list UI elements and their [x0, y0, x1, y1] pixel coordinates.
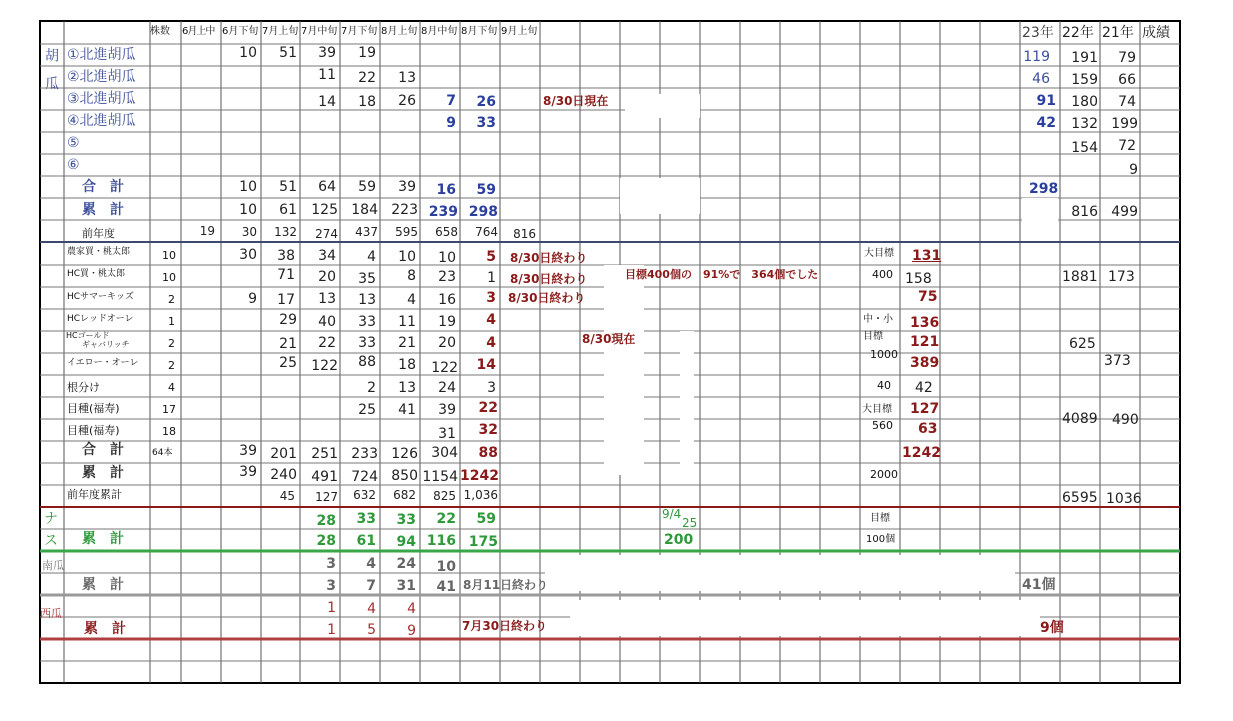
cucumber-row-4-v1: 9 — [446, 115, 456, 131]
cucumber-prev-9: 816 — [513, 227, 536, 241]
tomato-goal-42: 42 — [915, 380, 933, 396]
cucumber-row-4-v2: 33 — [476, 115, 496, 131]
tomato-total-3: 251 — [311, 446, 338, 462]
cucumber-row-1-v3: 39 — [318, 45, 336, 61]
cucumber-row-3-v5: 26 — [476, 94, 496, 110]
tomato-cum-5: 850 — [391, 468, 418, 484]
tomato-cum-1: 39 — [239, 464, 257, 480]
watermelon-cum-label: 累 計 — [84, 621, 126, 637]
whiteout-areas — [545, 94, 1058, 636]
cucumber-prev-7: 658 — [435, 225, 458, 239]
tomato-row-7-v2: 13 — [398, 380, 416, 396]
tomato-goal-big2-val: 560 — [872, 419, 893, 432]
tomato-row-3-name: HCサマーキッズ — [67, 292, 134, 302]
eggplant-v3: 33 — [396, 512, 416, 528]
watermelon-cum-1: 1 — [327, 622, 336, 638]
tomato-goal-mid-val: 1000 — [870, 348, 898, 361]
pumpkin-note: 8月11日終わり — [463, 578, 549, 592]
tomato-row-3-v7: 3 — [486, 290, 496, 306]
cucumber-row-2-y21: 66 — [1118, 72, 1136, 88]
tomato-y21-c: 490 — [1112, 412, 1139, 428]
tomato-row-3-v5: 4 — [407, 292, 416, 308]
tomato-row-6-v5: 122 — [431, 360, 458, 376]
tomato-row-2-name: HC買・桃太郎 — [67, 269, 126, 279]
cucumber-row-1-y21: 79 — [1118, 50, 1136, 66]
header-y21: 21年 — [1102, 25, 1134, 41]
tomato-row-8-v3: 39 — [438, 402, 456, 418]
tomato-prev-4: 682 — [393, 488, 416, 502]
cucumber-row-5-y22: 154 — [1071, 140, 1098, 156]
pumpkin-v3: 24 — [396, 556, 416, 572]
eggplant-date-val: 25 — [682, 516, 698, 530]
cucumber-row-4-y21: 199 — [1111, 116, 1138, 132]
eggplant-v5: 59 — [476, 511, 496, 527]
tomato-goal-big-res1: 131 — [912, 248, 942, 264]
cucumber-row-3-v1: 14 — [318, 94, 336, 110]
cucumber-total-7: 59 — [476, 182, 496, 198]
cucumber-row-3-y21: 74 — [1118, 94, 1136, 110]
header-period-1: 6月上中 — [182, 26, 215, 37]
cucumber-row-4-name: ④北進胡瓜 — [67, 113, 136, 129]
tomato-row-9-name: 目種(福寿) — [67, 424, 120, 437]
pumpkin-cum-2: 7 — [366, 578, 376, 594]
pumpkin-cum-1: 3 — [326, 578, 336, 594]
tomato-y22-c: 4089 — [1062, 411, 1098, 427]
tomato-row-5-stock: 2 — [168, 337, 175, 350]
cucumber-cum-7: 298 — [468, 204, 498, 220]
tomato-row-4-stock: 1 — [168, 315, 175, 328]
tomato-row-8-stock: 17 — [162, 403, 176, 416]
header-period-3: 7月上旬 — [262, 26, 299, 37]
header-period-7: 8月中旬 — [421, 26, 458, 37]
eggplant-cum-2: 61 — [356, 533, 376, 549]
header-period-5: 7月下旬 — [341, 26, 378, 37]
eggplant-cum-5: 175 — [468, 534, 498, 550]
tomato-y21-a: 173 — [1108, 269, 1135, 285]
tomato-goal-mid-label2: 目標 — [863, 331, 883, 342]
tomato-row-1-name: 農家買・桃太郎 — [67, 247, 131, 257]
tomato-total-6: 304 — [431, 445, 458, 461]
eggplant-cum-4: 116 — [426, 533, 456, 549]
tomato-row-5-name-2: ギャバリッチ — [82, 340, 130, 349]
tomato-row-3-v4: 13 — [358, 292, 376, 308]
tomato-row-1-v5: 10 — [398, 249, 416, 265]
tomato-row-7-v4: 3 — [487, 380, 496, 396]
watermelon-v3: 4 — [407, 601, 416, 617]
eggplant-cum-label: 累 計 — [82, 531, 124, 547]
pumpkin-v2: 4 — [366, 556, 376, 572]
cucumber-total-6: 16 — [436, 182, 456, 198]
tomato-row-5-v2: 22 — [318, 335, 336, 351]
tomato-goal-big-res3: 75 — [918, 289, 938, 305]
tomato-row-2-v2: 20 — [318, 269, 336, 285]
cucumber-prev-8: 764 — [475, 225, 498, 239]
tomato-total-stock: 64本 — [152, 448, 173, 458]
tomato-row-9-v2: 32 — [478, 422, 498, 438]
tomato-goal-big2-res1: 127 — [910, 401, 940, 417]
tomato-total-label: 合 計 — [82, 442, 124, 458]
tomato-row-4-v3: 33 — [358, 314, 376, 330]
eggplant-v2: 33 — [356, 511, 376, 527]
tomato-cum-7: 1242 — [460, 468, 499, 484]
eggplant-v1: 28 — [316, 513, 336, 529]
tomato-goal-big2-res2: 63 — [918, 421, 938, 437]
tomato-row-2-v5: 23 — [438, 269, 456, 285]
tomato-row-2-v1: 71 — [277, 267, 295, 283]
cucumber-prev-2: 30 — [241, 225, 257, 239]
tomato-goal-big-val: 400 — [872, 268, 893, 281]
tomato-row-7-v1: 2 — [367, 380, 376, 396]
tomato-row-7-name: 根分け — [67, 381, 100, 394]
cucumber-row-3-v2: 18 — [358, 94, 376, 110]
tomato-row-8-name: 目種(福寿) — [67, 402, 120, 415]
tomato-row-6-v6: 14 — [476, 357, 496, 373]
tomato-row-8-v1: 25 — [358, 402, 376, 418]
tomato-goal-big-label: 大目標 — [864, 248, 894, 259]
tomato-row-6-v4: 18 — [398, 357, 416, 373]
tomato-row-4-v2: 40 — [318, 314, 336, 330]
header-stock: 株数 — [150, 26, 170, 37]
cucumber-row-1-y23: 119 — [1023, 49, 1050, 65]
pumpkin-total: 41個 — [1022, 577, 1056, 593]
tomato-row-8-v2: 41 — [398, 402, 416, 418]
tomato-row-4-v1: 29 — [279, 312, 297, 328]
tomato-total-7: 88 — [478, 445, 498, 461]
cucumber-row-4-y22: 132 — [1071, 116, 1098, 132]
header-period-4: 7月中旬 — [301, 26, 338, 37]
tomato-row-6-v1: 25 — [279, 355, 297, 371]
tomato-cum-4: 724 — [351, 469, 378, 485]
tomato-row-5-v6: 4 — [486, 335, 496, 351]
tomato-cum-2: 240 — [270, 467, 297, 483]
cucumber-cum-label: 累 計 — [82, 202, 124, 218]
tomato-y21-d: 1036 — [1106, 491, 1142, 507]
tomato-y22-a: 1881 — [1062, 269, 1098, 285]
tomato-row-2-v3: 35 — [358, 271, 376, 287]
cucumber-row-3-v3: 26 — [398, 93, 416, 109]
tomato-row-7-v3: 24 — [438, 380, 456, 396]
tomato-prev-2: 127 — [315, 490, 338, 504]
tomato-goal-2000: 2000 — [870, 468, 898, 481]
eggplant-group-label-1: ナ — [44, 511, 58, 527]
tomato-row-2-note: 8/30日終わり — [510, 272, 588, 286]
watermelon-note: 7月30日終わり — [462, 619, 548, 633]
tomato-row-3-v2: 17 — [277, 292, 295, 308]
tomato-row-1-v3: 34 — [318, 248, 336, 264]
cucumber-total-5: 39 — [398, 179, 416, 195]
tomato-goal-mid-label1: 中・小 — [863, 314, 893, 325]
tomato-note-current: 8/30現在 — [582, 332, 636, 346]
pumpkin-cum-4: 41 — [436, 579, 456, 595]
cucumber-row-4-y23: 42 — [1036, 115, 1056, 131]
tomato-y22-b: 625 — [1069, 336, 1096, 352]
cucumber-cum-5: 223 — [391, 202, 418, 218]
cucumber-prev-6: 595 — [395, 225, 418, 239]
tomato-goal-mid-res1: 136 — [910, 315, 940, 331]
tomato-goal-big-res2: 158 — [905, 271, 932, 287]
cucumber-row-5-name: ⑤ — [67, 135, 80, 151]
tomato-goal-total-res: 1242 — [902, 445, 941, 461]
cucumber-cum-3: 125 — [311, 202, 338, 218]
cucumber-row-2-v2: 22 — [358, 70, 376, 86]
tomato-goal-mid-res3: 389 — [910, 355, 940, 371]
tomato-y22-d: 6595 — [1062, 490, 1098, 506]
pumpkin-cum-3: 31 — [396, 578, 416, 594]
header-result: 成績 — [1142, 25, 1170, 41]
cucumber-total-4: 59 — [358, 179, 376, 195]
tomato-row-1-note: 8/30日終わり — [510, 251, 588, 265]
cucumber-cum-4: 184 — [351, 202, 378, 218]
tomato-row-5-name-1: HCゴールド — [66, 331, 110, 340]
cucumber-cum-y21: 499 — [1111, 204, 1138, 220]
cucumber-cum-y22: 816 — [1071, 204, 1098, 220]
pumpkin-v4: 10 — [436, 559, 456, 575]
tomato-row-4-name: HCレッドオーレ — [67, 314, 134, 324]
tomato-row-7-stock: 4 — [168, 381, 175, 394]
tomato-cum-label: 累 計 — [82, 465, 124, 481]
eggplant-group-label-2: ス — [44, 533, 58, 549]
tomato-total-4: 233 — [351, 446, 378, 462]
cucumber-row-5-y21: 72 — [1118, 138, 1136, 154]
tomato-row-8-v4: 22 — [478, 400, 498, 416]
header-period-6: 8月上旬 — [381, 26, 418, 37]
tomato-prev-1: 45 — [279, 489, 295, 503]
cucumber-prev-3: 132 — [274, 225, 297, 239]
tomato-row-2-stock: 10 — [162, 271, 176, 284]
eggplant-cum-val: 200 — [664, 532, 694, 548]
cucumber-total-2: 51 — [279, 179, 297, 195]
tomato-prev-3: 632 — [353, 488, 376, 502]
cucumber-note: 8/30日現在 — [543, 94, 609, 108]
tomato-row-1-v4: 4 — [367, 249, 376, 265]
cucumber-row-6-name: ⑥ — [67, 157, 80, 173]
pumpkin-group-label: 南瓜 — [42, 559, 64, 572]
cucumber-prev-4: 274 — [315, 227, 338, 241]
watermelon-group-label: 西瓜 — [40, 607, 62, 620]
cucumber-total-y23: 298 — [1029, 181, 1059, 197]
pumpkin-cum-label: 累 計 — [82, 577, 124, 593]
cucumber-row-2-v1: 11 — [318, 67, 336, 83]
cucumber-row-1-name: ①北進胡瓜 — [67, 47, 136, 63]
tomato-prev-6: 1,036 — [463, 488, 498, 502]
cucumber-row-2-name: ②北進胡瓜 — [67, 69, 136, 85]
header-period-9: 9月上旬 — [501, 26, 538, 37]
tomato-row-2-v4: 8 — [407, 268, 416, 284]
cucumber-cum-1: 10 — [239, 202, 257, 218]
tomato-total-2: 201 — [270, 446, 297, 462]
header-y22: 22年 — [1062, 25, 1094, 41]
tomato-row-1-v1: 30 — [239, 247, 257, 263]
header-period-8: 8月下旬 — [461, 26, 498, 37]
cucumber-row-1-v1: 10 — [239, 45, 257, 61]
tomato-row-3-stock: 2 — [168, 293, 175, 306]
tomato-row-6-stock: 2 — [168, 359, 175, 372]
tomato-y21-b: 373 — [1104, 353, 1131, 369]
tomato-cum-6: 1154 — [422, 469, 458, 485]
cucumber-row-3-y22: 180 — [1071, 94, 1098, 110]
cucumber-row-3-name: ③北進胡瓜 — [67, 91, 136, 107]
tomato-row-1-v7: 5 — [486, 249, 496, 265]
tomato-row-1-stock: 10 — [162, 249, 176, 262]
cucumber-total-1: 10 — [239, 179, 257, 195]
eggplant-v4: 22 — [436, 511, 456, 527]
tomato-row-6-v2: 122 — [311, 358, 338, 374]
tomato-row-3-note: 8/30日終わり — [508, 291, 586, 305]
watermelon-v1: 1 — [327, 600, 336, 616]
tomato-row-3-v1: 9 — [248, 291, 257, 307]
watermelon-cum-2: 5 — [367, 622, 376, 638]
cucumber-cum-2: 61 — [279, 202, 297, 218]
cucumber-cum-6: 239 — [428, 204, 458, 220]
tomato-row-9-v1: 31 — [438, 426, 456, 442]
cucumber-row-3-y23: 91 — [1036, 93, 1056, 109]
pumpkin-v1: 3 — [326, 556, 336, 572]
eggplant-date: 9/4 — [662, 507, 682, 521]
eggplant-cum-3: 94 — [396, 534, 416, 550]
watermelon-v2: 4 — [367, 601, 376, 617]
cucumber-prev-label: 前年度 — [82, 227, 115, 240]
cucumber-total-3: 64 — [318, 179, 336, 195]
cucumber-row-1-y22: 191 — [1071, 50, 1098, 66]
tomato-prev-label: 前年度累計 — [67, 488, 122, 501]
tomato-goal-big2-label: 大目標 — [862, 404, 892, 415]
tomato-cum-3: 491 — [311, 469, 338, 485]
tomato-row-1-v6: 10 — [438, 250, 456, 266]
header-period-2: 6月下旬 — [222, 26, 259, 37]
cucumber-row-2-y22: 159 — [1071, 72, 1098, 88]
tomato-goal-mid-res2: 121 — [910, 334, 940, 350]
cucumber-row-3-v4: 7 — [446, 93, 456, 109]
cucumber-row-1-v2: 51 — [279, 45, 297, 61]
cucumber-row-6-y21: 9 — [1129, 162, 1138, 178]
tomato-row-5-v4: 21 — [398, 335, 416, 351]
cucumber-row-2-y23: 46 — [1032, 71, 1050, 87]
tomato-row-3-v3: 13 — [318, 291, 336, 307]
tomato-goal-note: 目標400個の 91%で 364個でした — [625, 268, 819, 281]
cucumber-prev-5: 437 — [355, 225, 378, 239]
tomato-goal-40: 40 — [877, 379, 891, 392]
watermelon-total: 9個 — [1040, 620, 1064, 636]
eggplant-goal-label: 目標 — [870, 513, 890, 524]
tomato-row-6-v3: 88 — [358, 354, 376, 370]
tomato-row-9-stock: 18 — [162, 425, 176, 438]
cucumber-total-label: 合 計 — [82, 179, 124, 195]
tomato-row-5-v5: 20 — [438, 335, 456, 351]
tomato-row-4-v6: 4 — [486, 312, 496, 328]
tomato-row-5-v3: 33 — [358, 335, 376, 351]
cucumber-row-1-v4: 19 — [358, 45, 376, 61]
cucumber-row-2-v3: 13 — [398, 70, 416, 86]
eggplant-cum-1: 28 — [316, 533, 336, 549]
header-y23: 23年 — [1022, 25, 1054, 41]
tomato-row-3-v6: 16 — [438, 292, 456, 308]
tomato-row-5-v1: 21 — [279, 336, 297, 352]
eggplant-goal-val: 100個 — [866, 534, 896, 545]
tomato-prev-5: 825 — [433, 489, 456, 503]
cucumber-group-label: 胡瓜 — [43, 48, 59, 104]
tomato-row-4-v5: 19 — [438, 314, 456, 330]
watermelon-cum-3: 9 — [407, 623, 416, 639]
cucumber-prev-1: 19 — [199, 224, 215, 238]
tomato-row-1-v2: 38 — [277, 248, 295, 264]
tomato-row-4-v4: 11 — [398, 314, 416, 330]
tomato-total-1: 39 — [239, 443, 257, 459]
tomato-row-6-name: イエロー・オーレ — [67, 358, 139, 368]
tomato-total-5: 126 — [391, 446, 418, 462]
tomato-row-2-v6: 1 — [487, 270, 496, 286]
